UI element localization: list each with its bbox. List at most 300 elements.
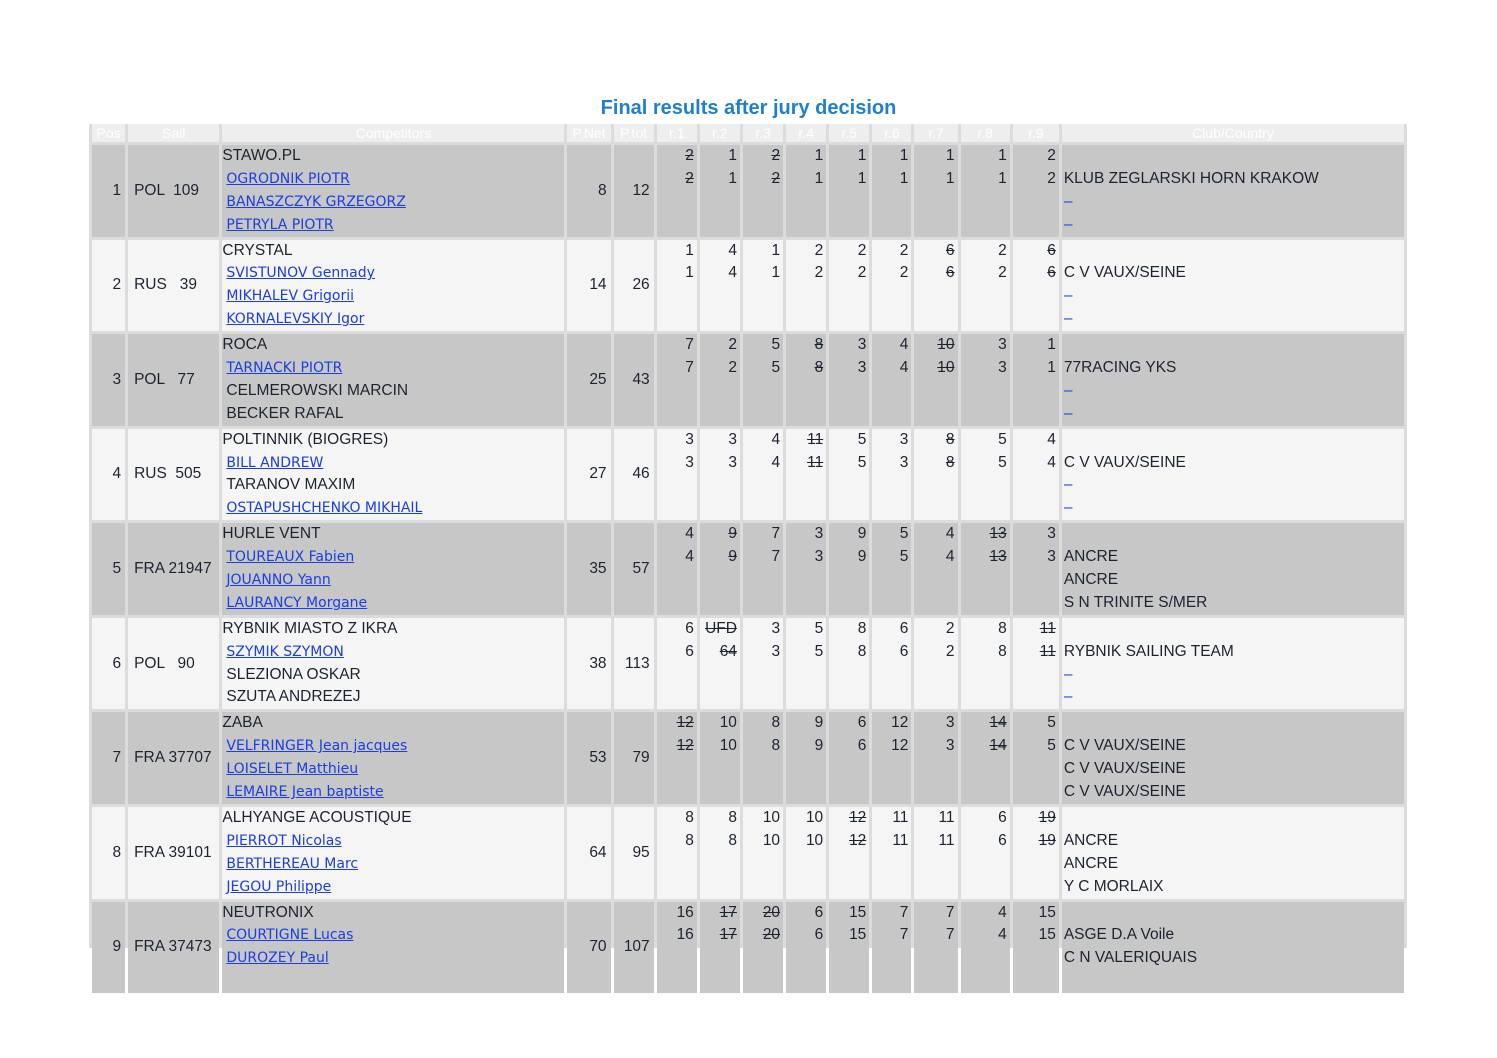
race-score: 2	[998, 241, 1007, 259]
header-r1: r.1	[657, 124, 697, 142]
race-score: 3	[998, 359, 1007, 377]
race-1-cell	[657, 523, 697, 615]
crew-member-link[interactable]: TARNACKI PIOTR	[226, 360, 343, 377]
race-score: 1	[771, 241, 781, 259]
race-8-cell	[961, 145, 1010, 237]
race-3-cell	[743, 902, 783, 994]
club-line: –	[1063, 688, 1073, 706]
race-1-cell	[657, 902, 697, 994]
crew-member-link[interactable]: KORNALEVSKIY Igor	[226, 311, 365, 328]
club-line: –	[1063, 381, 1073, 399]
race-6-cell	[872, 523, 911, 615]
race-score: 4	[945, 548, 955, 566]
race-6-cell	[872, 807, 911, 899]
pnet-cell: 8	[567, 145, 610, 237]
race-score: 8	[857, 642, 867, 660]
race-score: 11	[892, 808, 909, 826]
crew-line	[222, 686, 564, 709]
crew-member-link[interactable]: JOUANNO Yann	[226, 572, 331, 589]
crew-member-link[interactable]: OGRODNIK PIOTR	[226, 170, 350, 187]
club-line: ANCRE	[1063, 548, 1119, 566]
pos-cell: 9	[92, 902, 125, 994]
race-5-cell	[829, 429, 869, 521]
race-score: 6	[857, 737, 867, 755]
race-score: 1	[685, 264, 694, 282]
crew-line	[222, 191, 564, 214]
club-line	[1062, 712, 1404, 735]
discarded-score: 11	[807, 430, 824, 448]
race-score: 6	[899, 619, 909, 637]
sail-cell: FRA 21947	[128, 523, 219, 615]
race-score: 8	[728, 808, 737, 826]
race-score: 8	[771, 714, 781, 732]
sail-cell: FRA 37473	[128, 902, 219, 994]
discarded-score: 6	[945, 264, 955, 282]
race-score: 1	[857, 169, 867, 187]
crew-member-link[interactable]: BERTHEREAU Marc	[226, 855, 359, 872]
race-score: 2	[899, 264, 909, 282]
club-line: C V VAUX/SEINE	[1063, 760, 1186, 778]
race-3-cell	[743, 145, 783, 237]
header-r2: r.2	[700, 124, 740, 142]
race-score: 4	[899, 359, 909, 377]
race-8-cell	[961, 429, 1010, 521]
header-r5: r.5	[829, 124, 869, 142]
header-r7: r.7	[914, 124, 957, 142]
sail-cell: RUS 505	[128, 429, 219, 521]
table-row	[92, 334, 1404, 426]
race-6-cell	[872, 712, 911, 804]
crew-line	[222, 664, 564, 687]
race-score: 4	[685, 548, 694, 566]
club-line: S N TRINITE S/MER	[1063, 593, 1208, 611]
crew-line	[222, 474, 564, 497]
competitors-cell	[222, 902, 564, 994]
race-8-cell	[961, 807, 1010, 899]
race-3-cell	[743, 334, 783, 426]
race-score: 1	[899, 147, 909, 164]
race-score: 8	[998, 619, 1007, 637]
race-score: 1	[998, 169, 1007, 187]
discarded-score: 8	[814, 336, 824, 354]
race-1-cell	[657, 807, 697, 899]
crew-member-link[interactable]: OSTAPUSHCHENKO MIKHAIL	[226, 500, 423, 517]
crew-member-link[interactable]: BILL ANDREW	[226, 454, 324, 471]
club-line: C V VAUX/SEINE	[1063, 264, 1186, 282]
header-competitors: Competitors	[222, 124, 564, 142]
race-6-cell	[872, 618, 911, 710]
race-score: 2	[728, 359, 737, 377]
club-cell	[1062, 523, 1404, 615]
race-4-cell	[786, 618, 826, 710]
club-line: ANCRE	[1063, 854, 1119, 872]
race-score: 2	[945, 619, 955, 637]
race-5-cell	[829, 523, 869, 615]
race-score: 6	[814, 903, 824, 921]
discarded-score: 20	[762, 926, 781, 944]
race-7-cell	[914, 334, 957, 426]
race-5-cell	[829, 240, 869, 332]
race-score: 6	[685, 642, 694, 660]
boat-name: NEUTRONIX	[222, 903, 314, 921]
race-score: 3	[899, 453, 909, 471]
race-score: 7	[685, 336, 694, 354]
competitors-cell	[222, 240, 564, 332]
race-score: 16	[676, 926, 694, 944]
race-score: 8	[771, 737, 781, 755]
crew-member-link[interactable]: LAURANCY Morgane	[226, 594, 368, 611]
discarded-score: 6	[1047, 241, 1056, 259]
race-8-cell	[961, 523, 1010, 615]
club-line	[1062, 429, 1404, 452]
race-7-cell	[914, 618, 957, 710]
discarded-score: 2	[771, 147, 781, 164]
race-2-cell	[700, 429, 740, 521]
crew-line	[222, 924, 564, 947]
crew-member-link[interactable]: PIERROT Nicolas	[226, 832, 342, 849]
header-row	[92, 124, 1404, 142]
race-score: 7	[771, 548, 781, 566]
race-3-cell	[743, 807, 783, 899]
discarded-score: 17	[719, 903, 737, 921]
crew-member-link[interactable]: LEMAIRE Jean baptiste	[226, 784, 384, 801]
race-score: 2	[1047, 147, 1056, 164]
table-row	[92, 902, 1404, 994]
race-4-cell	[786, 902, 826, 994]
race-score: 15	[849, 903, 867, 921]
race-7-cell	[914, 523, 957, 615]
race-score: 6	[998, 831, 1007, 849]
race-2-cell	[700, 902, 740, 994]
crew-line	[222, 947, 564, 970]
club-line: C N VALERIQUAIS	[1063, 949, 1198, 967]
crew-line	[222, 592, 564, 615]
club-line: Y C MORLAIX	[1063, 877, 1164, 895]
race-8-cell	[961, 902, 1010, 994]
race-score: 7	[945, 903, 955, 921]
race-score: 11	[938, 808, 955, 826]
crew-member-link[interactable]: SVISTUNOV Gennady	[226, 265, 375, 282]
table-row	[92, 523, 1404, 615]
crew-line	[222, 262, 564, 285]
race-2-cell	[700, 618, 740, 710]
discarded-score: 6	[945, 241, 955, 259]
race-score: 1	[814, 147, 824, 164]
crew-member-link[interactable]: PETRYLA PIOTR	[226, 216, 334, 233]
competitors-cell	[222, 523, 564, 615]
race-score: 6	[814, 926, 824, 944]
race-score: 15	[1038, 903, 1056, 921]
race-score: 7	[685, 359, 694, 377]
race-4-cell	[786, 523, 826, 615]
pos-cell: 7	[92, 712, 125, 804]
race-score: 4	[998, 926, 1007, 944]
race-score: 3	[899, 430, 909, 448]
boat-name: STAWO.PL	[222, 147, 301, 164]
race-score: 5	[1047, 714, 1056, 732]
race-score: 2	[814, 241, 824, 259]
discarded-score: 2	[685, 147, 694, 164]
race-3-cell	[743, 523, 783, 615]
crew-line	[222, 497, 564, 520]
race-score: 3	[771, 619, 781, 637]
page-title: Final results after jury decision	[600, 97, 897, 119]
sail-cell: FRA 37707	[128, 712, 219, 804]
race-8-cell	[961, 712, 1010, 804]
race-1-cell	[657, 429, 697, 521]
boat-name: ROCA	[222, 336, 268, 354]
race-score: 4	[945, 525, 955, 543]
crew-line	[222, 569, 564, 592]
header-pnet: P.Net	[567, 124, 610, 142]
race-score: 4	[771, 453, 781, 471]
race-score: 10	[719, 737, 737, 755]
race-8-cell	[961, 334, 1010, 426]
discarded-score: 19	[1038, 808, 1056, 826]
race-score: 9	[857, 548, 867, 566]
race-3-cell	[743, 618, 783, 710]
race-score: 5	[857, 430, 867, 448]
race-8-cell	[961, 240, 1010, 332]
pnet-cell: 35	[567, 523, 610, 615]
club-line: –	[1063, 404, 1073, 422]
crew-line	[222, 970, 564, 993]
race-7-cell	[914, 429, 957, 521]
race-5-cell	[829, 902, 869, 994]
competitors-cell	[222, 712, 564, 804]
discarded-score: 8	[945, 430, 955, 448]
crew-line	[222, 285, 564, 308]
race-score: 1	[814, 169, 824, 187]
pos-cell: 5	[92, 523, 125, 615]
race-7-cell	[914, 712, 957, 804]
ptot-cell: 95	[614, 807, 654, 899]
race-score: 10	[762, 831, 781, 849]
race-score: 3	[857, 359, 867, 377]
race-7-cell	[914, 807, 957, 899]
ptot-cell: 57	[614, 523, 654, 615]
sail-cell: POL 90	[128, 618, 219, 710]
race-5-cell	[829, 334, 869, 426]
race-score: 7	[899, 926, 909, 944]
crew-member-name: BECKER RAFAL	[226, 404, 344, 422]
crew-member-link[interactable]: JEGOU Philippe	[226, 878, 332, 895]
ptot-cell: 26	[614, 240, 654, 332]
crew-line	[222, 380, 564, 403]
race-score: 4	[728, 241, 737, 259]
crew-member-name: CELMEROWSKI MARCIN	[226, 381, 409, 399]
competitors-cell	[222, 429, 564, 521]
race-score: 6	[685, 619, 694, 637]
club-line: C V VAUX/SEINE	[1063, 453, 1186, 471]
club-line: ANCRE	[1063, 831, 1119, 849]
race-4-cell	[786, 807, 826, 899]
race-score: 3	[728, 430, 737, 448]
crew-member-link[interactable]: COURTIGNE Lucas	[226, 927, 354, 944]
race-score: 1	[1047, 359, 1056, 377]
club-line	[1062, 523, 1404, 546]
race-score: 5	[899, 548, 909, 566]
sail-cell: POL 77	[128, 334, 219, 426]
race-5-cell	[829, 807, 869, 899]
club-cell	[1062, 240, 1404, 332]
pos-cell: 2	[92, 240, 125, 332]
race-score: 3	[857, 336, 867, 354]
race-score: 2	[945, 642, 955, 660]
race-score: 3	[814, 525, 824, 543]
pos-cell: 1	[92, 145, 125, 237]
crew-line	[222, 168, 564, 191]
discarded-score: 12	[676, 714, 694, 732]
competitors-cell	[222, 145, 564, 237]
race-score: 12	[891, 714, 909, 732]
race-6-cell	[872, 240, 911, 332]
race-score: 4	[685, 525, 694, 543]
race-score: 9	[814, 737, 824, 755]
race-score: 10	[719, 714, 737, 732]
race-9-cell	[1013, 334, 1059, 426]
race-9-cell	[1013, 618, 1059, 710]
club-cell	[1062, 429, 1404, 521]
table-row	[92, 807, 1404, 899]
discarded-score: 2	[771, 169, 781, 187]
club-line	[1062, 145, 1404, 168]
pnet-cell: 25	[567, 334, 610, 426]
crew-line	[222, 357, 564, 380]
race-4-cell	[786, 334, 826, 426]
club-line: –	[1063, 287, 1073, 305]
table-row	[92, 145, 1404, 237]
club-cell	[1062, 334, 1404, 426]
crew-member-link[interactable]: SZYMIK SZYMON	[226, 643, 344, 660]
race-9-cell	[1013, 429, 1059, 521]
race-4-cell	[786, 712, 826, 804]
boat-name: ZABA	[222, 714, 263, 732]
pos-cell: 6	[92, 618, 125, 710]
race-1-cell	[657, 145, 697, 237]
crew-line	[222, 735, 564, 758]
race-score: 3	[945, 737, 955, 755]
competitors-cell	[222, 807, 564, 899]
race-score: 5	[1047, 737, 1056, 755]
header-r6: r.6	[872, 124, 911, 142]
race-score: 1	[857, 147, 867, 164]
discarded-score: 9	[728, 548, 737, 566]
header-club: Club/Country	[1062, 124, 1404, 142]
crew-line	[222, 546, 564, 569]
discarded-score: 64	[719, 642, 737, 660]
club-line: RYBNIK SAILING TEAM	[1063, 642, 1234, 660]
race-score: 3	[945, 714, 955, 732]
crew-line	[222, 403, 564, 426]
race-score: 5	[814, 642, 824, 660]
race-score: 4	[998, 903, 1007, 921]
crew-member-link[interactable]: LOISELET Matthieu	[226, 761, 359, 778]
discarded-score: 11	[807, 453, 824, 471]
race-5-cell	[829, 712, 869, 804]
ptot-cell: 113	[614, 618, 654, 710]
club-line	[1062, 970, 1404, 993]
race-score: 1	[771, 264, 781, 282]
race-score: 1	[728, 169, 737, 187]
race-score: 5	[857, 453, 867, 471]
crew-line	[222, 876, 564, 899]
ptot-cell: 79	[614, 712, 654, 804]
club-cell	[1062, 712, 1404, 804]
race-score: 5	[814, 619, 824, 637]
header-r8: r.8	[961, 124, 1010, 142]
header-ptot: P.tot	[614, 124, 654, 142]
race-score: 4	[1047, 453, 1056, 471]
discarded-score: 8	[814, 359, 824, 377]
race-score: 9	[857, 525, 867, 543]
header-sail: Sail	[128, 124, 219, 142]
table-row	[92, 240, 1404, 332]
crew-member-link[interactable]: DUROZEY Paul	[226, 950, 329, 967]
race-7-cell	[914, 145, 957, 237]
race-score: 4	[1047, 430, 1056, 448]
race-score: 2	[857, 241, 867, 259]
discarded-score: 11	[1039, 619, 1056, 637]
race-1-cell	[657, 618, 697, 710]
race-score: 16	[676, 903, 694, 921]
discarded-score: 14	[989, 737, 1007, 755]
race-score: 3	[771, 642, 781, 660]
discarded-score: 8	[945, 453, 955, 471]
race-score: 3	[1047, 525, 1056, 543]
race-2-cell	[700, 240, 740, 332]
race-score: 6	[998, 808, 1007, 826]
pos-cell: 4	[92, 429, 125, 521]
race-2-cell	[700, 807, 740, 899]
race-score: 10	[805, 808, 824, 826]
race-score: 8	[857, 619, 867, 637]
race-score: 1	[945, 169, 955, 187]
club-cell	[1062, 618, 1404, 710]
club-line: ASGE D.A Voile	[1063, 926, 1175, 944]
crew-member-link[interactable]: VELFRINGER Jean jacques	[226, 738, 408, 755]
club-line	[1062, 334, 1404, 357]
race-score: 15	[849, 926, 867, 944]
pos-cell: 8	[92, 807, 125, 899]
race-8-cell	[961, 618, 1010, 710]
crew-line	[222, 853, 564, 876]
crew-member-link[interactable]: TOUREAUX Fabien	[226, 549, 355, 566]
race-score: 5	[998, 453, 1007, 471]
race-score: 8	[998, 642, 1007, 660]
club-cell	[1062, 145, 1404, 237]
club-line: C V VAUX/SEINE	[1063, 783, 1186, 801]
crew-line	[222, 781, 564, 804]
crew-member-link[interactable]: MIKHALEV Grigorii	[226, 288, 355, 305]
ptot-cell: 43	[614, 334, 654, 426]
club-line: ANCRE	[1063, 571, 1119, 589]
discarded-score: 6	[1047, 264, 1056, 282]
race-score: 5	[899, 525, 909, 543]
race-score: 7	[945, 926, 955, 944]
discarded-score: UFD	[705, 619, 737, 637]
race-score: 3	[685, 453, 694, 471]
race-9-cell	[1013, 240, 1059, 332]
race-score: 5	[771, 359, 781, 377]
race-2-cell	[700, 145, 740, 237]
race-6-cell	[872, 429, 911, 521]
pnet-cell: 27	[567, 429, 610, 521]
race-score: 1	[728, 147, 737, 164]
discarded-score: 20	[762, 903, 781, 921]
crew-member-link[interactable]: BANASZCZYK GRZEGORZ	[226, 193, 406, 210]
race-score: 7	[771, 525, 781, 543]
